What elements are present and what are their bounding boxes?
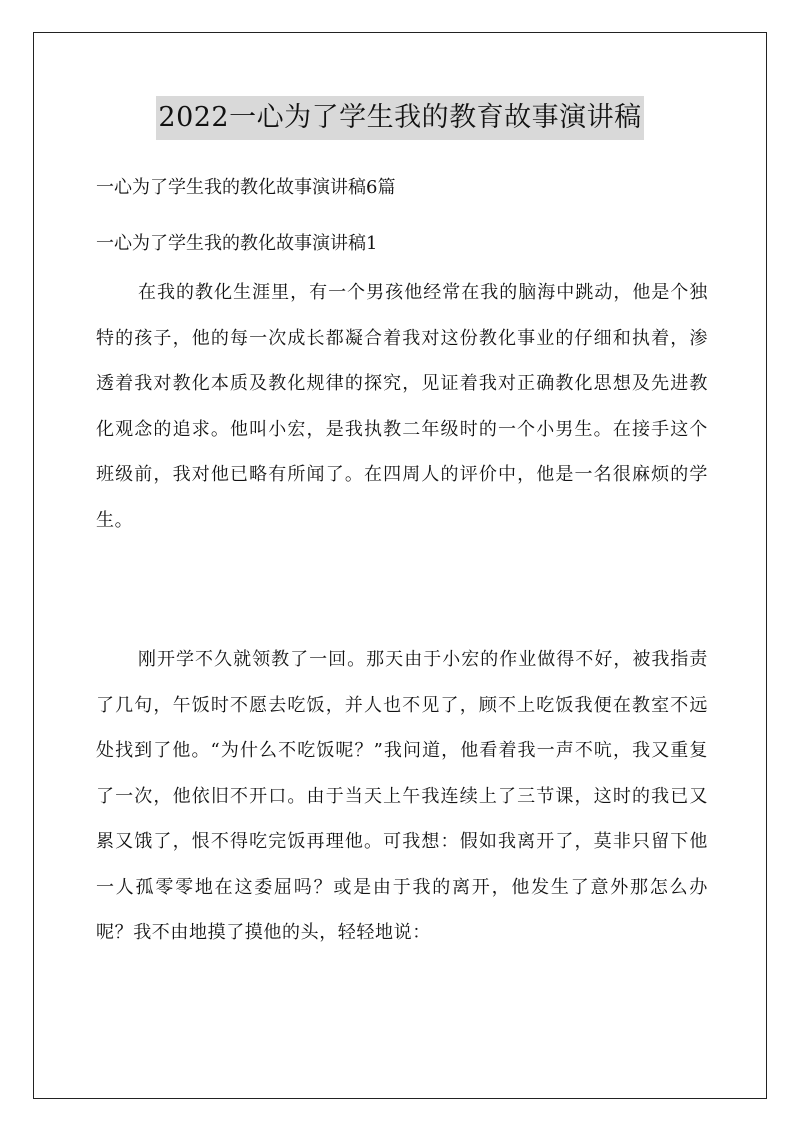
document-title: 2022一心为了学生我的教育故事演讲稿 — [156, 96, 643, 140]
title-container — [0, 96, 800, 140]
section-heading: 一心为了学生我的教化故事演讲稿1 — [96, 233, 378, 254]
body-paragraph-1: 在我的教化生涯里，有一个男孩他经常在我的脑海中跳动，他是个独特的孩子，他的每一次成长都凝合着我对这份教化事业的仔细和执着，渗透着我对教化本质及教化规律的探究，见证着我对正确教化思想及先进教化观念的追求。他叫小宏，是我执教二年级时的一个小男生。在接手这个班级前，我对他已略有所闻了。在四周人的评价中，他是一名很麻烦的学生。 — [96, 282, 708, 531]
document-subtitle: 一心为了学生我的教化故事演讲稿6篇 — [96, 177, 396, 198]
body-paragraph-2: 刚开学不久就领教了一回。那天由于小宏的作业做得不好，被我指责了几句，午饭时不愿去吃饭，并人也不见了，顾不上吃饭我便在教室不远处找到了他。“为什么不吃饭呢？”我问道，他看着我一声不吭，我又重复了一次，他依旧不开口。由于当天上午我连续上了三节课，这时的我已又累又饿了，恨不得吃完饭再理他。可我想：假如我离开了，莫非只留下他一人孤零零地在这委屈吗？或是由于我的离开，他发生了意外那怎么办呢？我不由地摸了摸他的头，轻轻地说： — [96, 649, 708, 943]
